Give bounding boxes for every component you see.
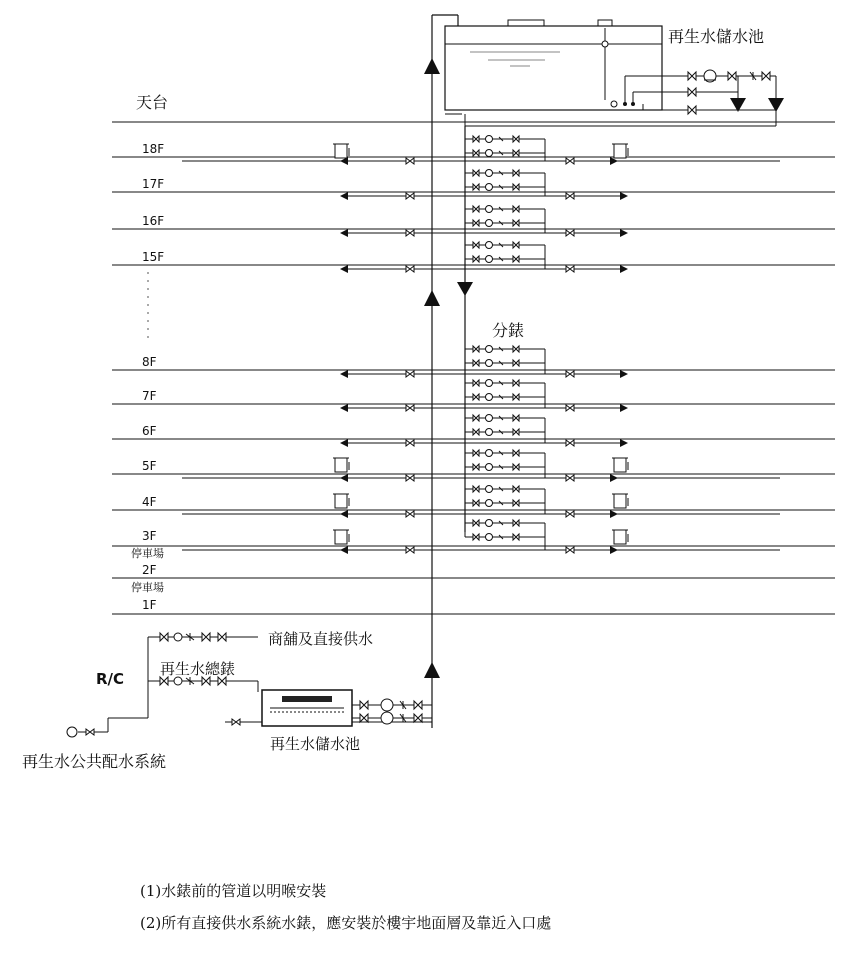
floor-label-16f: 16F — [142, 214, 165, 228]
floor-label-15f: 15F — [142, 250, 165, 264]
public-supply-connection-icon — [67, 727, 77, 737]
floor-label-6f: 6F — [142, 424, 157, 438]
note-1: (1)水錶前的管道以明喉安裝 — [140, 882, 327, 900]
roof-tank-label: 再生水儲水池 — [668, 27, 765, 46]
down-feed-arrow-icon — [457, 282, 473, 296]
floor-label-3f: 3F — [142, 529, 157, 543]
floor-label-18f: 18F — [142, 142, 165, 156]
roof-pump-set — [445, 70, 776, 126]
roof-tank-vent — [598, 20, 612, 26]
floor-label-17f: 17F — [142, 177, 165, 191]
roof-tank-shape — [445, 26, 662, 110]
floor-pipes — [182, 161, 780, 550]
ground-tank-label: 再生水儲水池 — [270, 735, 361, 753]
roof-tank-hatch — [508, 20, 544, 26]
riser-up-arrow-icon — [424, 662, 440, 678]
floor-valves — [406, 158, 574, 553]
floor-label-5f: 5F — [142, 459, 157, 473]
sub-meter-label: 分錶 — [492, 321, 525, 340]
ground-pump-set — [360, 699, 422, 724]
floor-label-1f: 1F — [142, 598, 157, 612]
tap-icons — [333, 144, 628, 544]
ground-supply-pipes — [78, 637, 432, 732]
public-supply-label: 再生水公共配水系統 — [22, 752, 167, 771]
ground-tank-shape — [262, 690, 352, 726]
ground-valves — [86, 719, 240, 735]
master-meter-label: 再生水總錶 — [160, 660, 236, 678]
rc-label: R/C — [96, 670, 125, 688]
parking-label-lower: 停車場 — [131, 581, 164, 594]
parking-label-upper: 停車場 — [131, 547, 164, 560]
floor-label-4f: 4F — [142, 495, 157, 509]
riser-up-arrow-icon — [424, 58, 440, 74]
riser-up-arrow-icon — [424, 290, 440, 306]
shop-supply-label: 商舖及直接供水 — [268, 630, 374, 648]
flow-arrow-icons — [340, 157, 628, 554]
roof-label: 天台 — [136, 93, 169, 112]
floor-label-2f: 2F — [142, 563, 157, 577]
floor-label-7f: 7F — [142, 389, 157, 403]
floor-label-8f: 8F — [142, 355, 157, 369]
note-2: (2)所有直接供水系統水錶，應安裝於樓宇地面層及靠近入口處 — [140, 914, 552, 932]
